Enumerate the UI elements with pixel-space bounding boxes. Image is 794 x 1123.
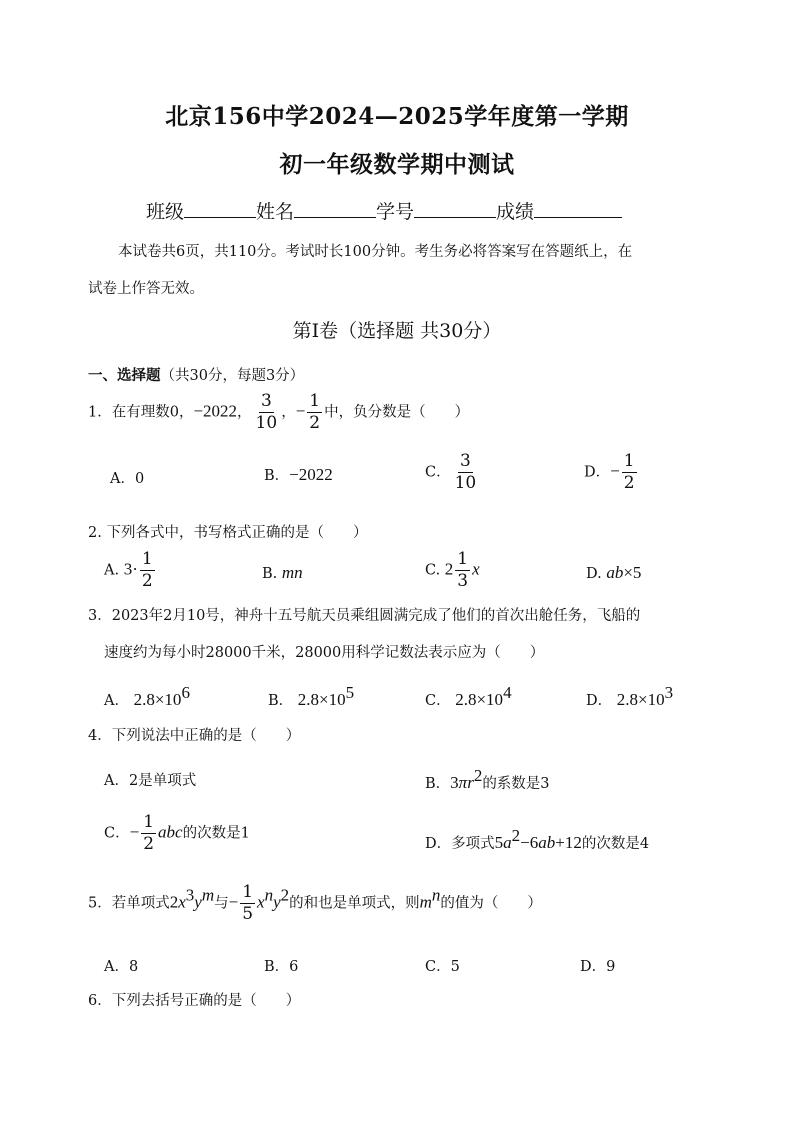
q2-c-den: 3 xyxy=(457,571,469,591)
q2-option-c xyxy=(425,551,480,590)
q4-b-r: r xyxy=(467,773,474,792)
q5-f-num: 1 xyxy=(242,882,254,902)
q1-b-label: B． xyxy=(264,468,290,484)
q1-option-d xyxy=(584,453,639,492)
field-score-label: 成绩 xyxy=(496,201,535,223)
q3-d-label: D． xyxy=(586,693,613,709)
q5-t1-x: x xyxy=(178,892,186,912)
q3-option-b xyxy=(268,683,354,710)
q1-post: 中，负分数是（ ） xyxy=(324,404,470,421)
q2-b-value: mn xyxy=(281,563,303,582)
q5-fraction xyxy=(240,884,255,923)
q2-c-var: x xyxy=(472,559,480,579)
q3-d-exp: 3 xyxy=(664,683,674,702)
question-5-stem xyxy=(88,884,542,923)
q2-a-fraction xyxy=(140,551,155,590)
q1-option-c xyxy=(425,453,480,492)
q1-c-num: 3 xyxy=(460,451,471,471)
section-heading-bold: 一、选择题 xyxy=(88,367,161,384)
q4-c-num: 1 xyxy=(143,812,155,832)
q2-c-fraction xyxy=(455,551,470,590)
q1-d-fraction xyxy=(622,453,637,492)
exam-title: 北京156中学2024—2025学年度第一学期 xyxy=(165,103,629,130)
q1-fraction-2 xyxy=(307,393,322,432)
q1-option-b xyxy=(264,464,333,485)
q3-a-label: A． xyxy=(104,693,129,709)
q1-c-den: 10 xyxy=(454,473,477,493)
q5-mid2: 的和也是单项式，则 xyxy=(289,895,420,912)
q4-c-var: abc xyxy=(158,822,183,842)
q1-number: −2022 xyxy=(193,401,238,421)
q3-b-exp: 5 xyxy=(345,683,355,702)
q1-d-minus: − xyxy=(610,461,620,481)
q4-option-c xyxy=(104,814,250,853)
field-class-label: 班级 xyxy=(146,201,185,223)
q3-a-base: 2.8×10 xyxy=(133,690,182,709)
field-number-blank xyxy=(414,199,496,218)
q5-option-b: B．6 xyxy=(264,959,299,975)
q3-c-exp: 4 xyxy=(503,683,512,702)
question-3-line1: 3．2023年2月10号，神舟十五号航天员乘组圆满完成了他们的首次出舱任务，飞船的 xyxy=(88,608,641,624)
field-name-blank xyxy=(294,199,376,218)
q1-d-num: 1 xyxy=(623,451,635,471)
q1-option-a xyxy=(110,467,144,488)
q5-t2-y: y xyxy=(273,892,281,912)
q3-c-label: C． xyxy=(425,693,451,709)
q1-a-value: 0 xyxy=(134,471,145,487)
q4-c-den: 2 xyxy=(143,834,155,854)
q1-c-label: C． xyxy=(425,464,451,481)
q1-b-value: −2022 xyxy=(289,465,333,484)
q4-d-ab: ab xyxy=(538,833,556,852)
q1-pre: 1．在有理数0， xyxy=(88,404,194,421)
q3-d-base: 2.8×10 xyxy=(616,690,665,709)
q4-d-a: a xyxy=(503,833,512,852)
q5-minus: − xyxy=(228,892,239,912)
q4-d-p2: −6 xyxy=(520,833,539,852)
q2-a-label: A. xyxy=(104,562,120,579)
q5-m-exp: n xyxy=(431,885,441,905)
q4-c-minus: − xyxy=(129,822,140,842)
q4-d-label: D．多项式 xyxy=(425,836,495,852)
q4-option-b xyxy=(425,766,550,793)
field-score-blank xyxy=(534,199,622,218)
question-6-stem: 6．下列去括号正确的是（ ） xyxy=(88,993,301,1009)
q5-option-c: C．5 xyxy=(425,959,460,975)
q4-b-pi: π xyxy=(458,773,468,792)
q5-option-a: A．8 xyxy=(104,959,139,975)
q4-option-d xyxy=(425,826,649,853)
q5-post: 的值为（ ） xyxy=(440,895,542,912)
q4-d-p1: 5 xyxy=(494,833,504,852)
q1-sep2: ， xyxy=(281,404,296,421)
field-class-blank xyxy=(184,199,256,218)
q5-t2-x: x xyxy=(257,892,265,912)
q3-b-label: B． xyxy=(268,693,294,709)
q1-c-fraction xyxy=(453,453,479,492)
q3-c-base: 2.8×10 xyxy=(455,690,504,709)
q2-option-a xyxy=(104,551,157,590)
q4-b-exp: 2 xyxy=(473,766,483,785)
q4-b-coef: 3 xyxy=(450,773,459,792)
q3-option-d xyxy=(586,683,673,710)
q5-pre: 5．若单项式 xyxy=(88,895,170,912)
q1-f2-num: 1 xyxy=(309,391,321,411)
section-heading-rest: （共30分，每题3分） xyxy=(160,368,305,384)
question-4-stem: 4．下列说法中正确的是（ ） xyxy=(88,728,301,744)
q1-f2-den: 2 xyxy=(309,413,321,433)
q3-option-c xyxy=(425,683,512,710)
q2-a-num: 1 xyxy=(141,549,153,569)
q5-t1-xexp: 3 xyxy=(185,885,195,905)
q5-t1-coef: 2 xyxy=(169,892,179,912)
q1-f1-num: 3 xyxy=(260,391,272,411)
q2-c-int: 2 xyxy=(444,559,454,579)
field-number-label: 学号 xyxy=(376,201,415,223)
q4-c-fraction xyxy=(141,814,156,853)
question-2-stem: 2. 下列各式中，书写格式正确的是（ ） xyxy=(88,525,368,541)
q3-b-base: 2.8×10 xyxy=(297,690,346,709)
q2-c-label: C. xyxy=(425,562,441,579)
question-1-stem xyxy=(88,393,469,432)
field-name-label: 姓名 xyxy=(256,201,295,223)
q5-t2-yexp: 2 xyxy=(280,885,290,905)
student-info-line xyxy=(146,197,622,224)
q3-option-a xyxy=(104,683,190,710)
section-heading xyxy=(88,364,304,385)
q4-c-rest: 的次数是1 xyxy=(182,825,250,842)
question-3-line2: 速度约为每小时28000千米，28000用科学记数法表示应为（ ） xyxy=(104,645,545,661)
q2-a-int: 3· xyxy=(123,559,138,579)
q2-c-num: 1 xyxy=(457,549,469,569)
q5-t2-xexp: n xyxy=(264,885,274,905)
q1-d-den: 2 xyxy=(623,473,635,493)
q5-mid: 与 xyxy=(214,895,229,912)
q2-d-var: ab xyxy=(606,563,624,582)
instructions-line2: 试卷上作答无效。 xyxy=(88,281,204,297)
q4-b-label: B． xyxy=(425,776,451,792)
q4-d-p3: +12 xyxy=(555,833,582,852)
q4-c-label: C． xyxy=(104,825,130,842)
exam-subtitle: 初一年级数学期中测试 xyxy=(279,151,515,178)
q1-minus: − xyxy=(295,401,306,421)
q5-t1-y: y xyxy=(194,892,202,912)
instructions-line1: 本试卷共6页，共110分。考试时长100分钟。考生务必将答案写在答题纸上，在 xyxy=(118,244,633,260)
q5-f-den: 5 xyxy=(242,904,254,924)
section-title: 第Ⅰ卷（选择题 共30分） xyxy=(292,320,502,342)
q2-a-den: 2 xyxy=(141,571,153,591)
q1-a-label: A． xyxy=(110,471,135,487)
q2-d-rest: ×5 xyxy=(623,563,642,582)
q5-t1-yexp: m xyxy=(201,885,215,905)
q1-f1-den: 10 xyxy=(255,413,278,433)
q4-d-exp: 2 xyxy=(511,826,521,845)
q4-option-a: A．2是单项式 xyxy=(104,773,197,789)
q1-d-label: D． xyxy=(584,464,611,481)
q5-option-d: D．9 xyxy=(580,959,616,975)
q3-a-exp: 6 xyxy=(181,683,190,702)
q1-fraction-1 xyxy=(254,393,280,432)
q2-b-label: B. xyxy=(262,566,278,582)
q2-option-b xyxy=(262,563,303,583)
q1-sep1: ， xyxy=(237,404,252,421)
q5-m: m xyxy=(419,892,432,912)
q2-d-label: D. xyxy=(586,566,602,582)
q4-d-rest: 的次数是4 xyxy=(581,836,650,852)
q2-option-d xyxy=(586,563,641,583)
q4-b-rest: 的系数是3 xyxy=(482,776,550,792)
